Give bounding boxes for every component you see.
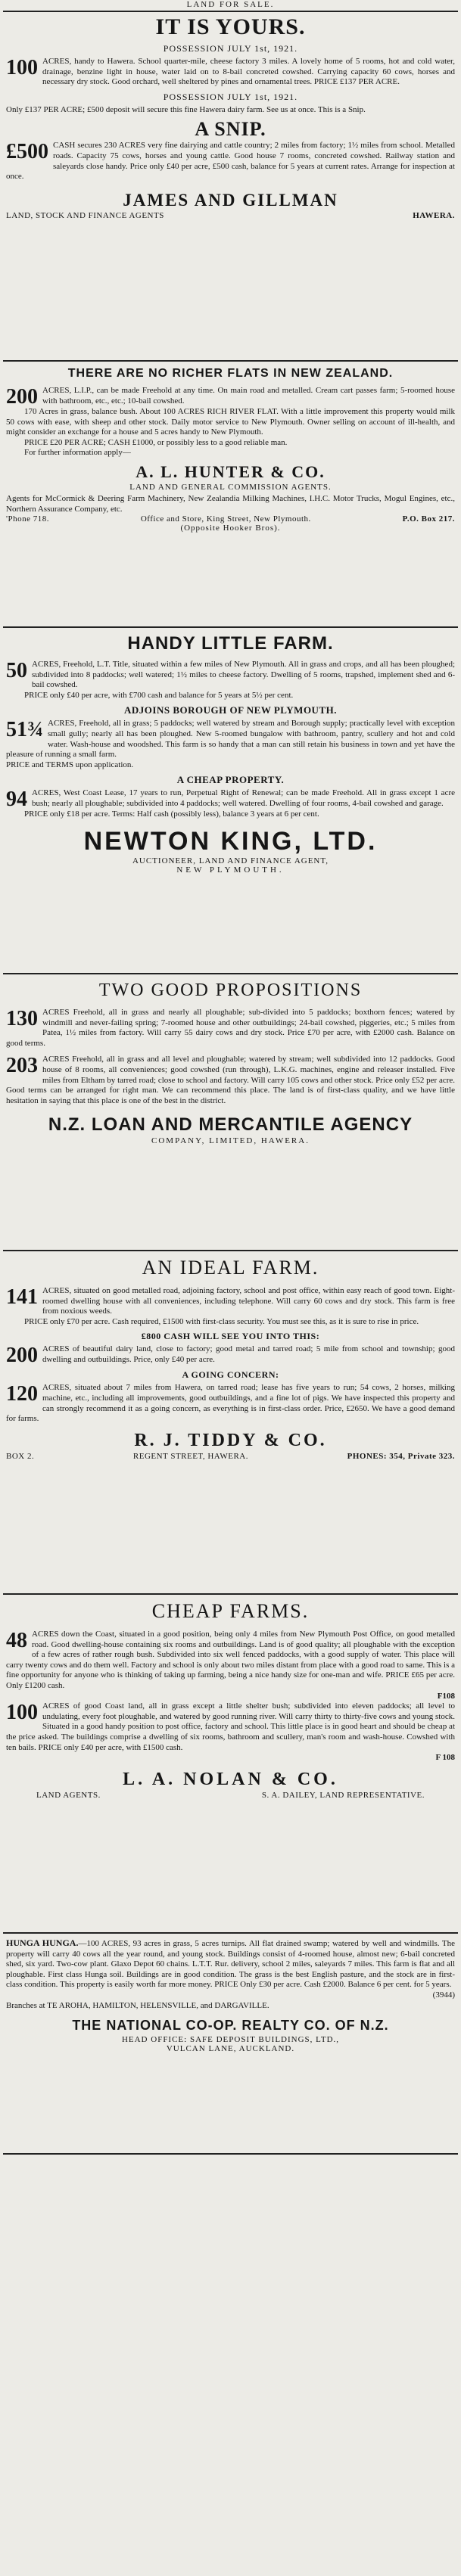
firm-name: THE NATIONAL CO-OP. REALTY CO. OF N.Z. bbox=[72, 2018, 389, 2034]
advert-l-a-nolan bbox=[6, 1599, 455, 1800]
section-label: LAND FOR SALE. bbox=[186, 0, 275, 9]
acreage: 200 bbox=[6, 1344, 38, 1368]
firm-footer bbox=[6, 211, 455, 220]
firm-name: N.Z. LOAN AND MERCANTILE AGENCY bbox=[48, 1114, 413, 1136]
description: ACRES down the Coast, situated in a good position, being only 4 miles from New Plymouth Post Office, on good metalled road. Good dwelling-house containing six rooms and outbuildings. Land is of good quality; all ploughable with the exception of a few acres of rather rough bush. Subdivided into six well fenced paddocks, with a good supply of water. This place will carry twenty cows and do them well. Factory and school is only about two miles distant from place with a good road to same. This is a fine opportunity for anyone who is thinking of taking up farming, being a nice handy size for one-man and wife. PRICE £65 per acre. Only £1200 cash. bbox=[6, 1630, 455, 1690]
description: ACRES, Freehold, L.T. Title, situated within a few miles of New Plymouth. All in grass and crops, and all has been ploughed; subdivided into 8 paddocks; well watered; 1½ miles to cheese factory. Dwelling of 5 rooms, trapshed, implement shed and 6-bail cowshed. bbox=[32, 660, 455, 690]
description: ACRES, situated about 7 miles from Hawera, on tarred road; lease has five years to run; 54 cows, 2 horses, milking machine, etc., including all improvements, good outbuildings, and a fine lot of pigs. We have inspected this property and can strongly recommend it as a going concern, as everything is in first-class order. Price, £2650. We have a good demand for farms. bbox=[6, 1383, 455, 1424]
advert-body bbox=[6, 788, 455, 812]
advert-body bbox=[6, 1055, 455, 1106]
firm-subtitle: LAND, STOCK AND FINANCE AGENTS bbox=[6, 210, 164, 220]
agency-list: Agents for McCormick & Deering Farm Machinery, New Zealandia Milking Machines, I.H.C. Motor Trucks, Mogul Engines, etc., Northern Assurance Company, etc. bbox=[6, 493, 455, 514]
advert-newton-king bbox=[6, 632, 455, 875]
divider bbox=[3, 2153, 458, 2155]
reference-code: F 108 bbox=[435, 1753, 455, 1763]
description: Only £137 PER ACRE; £500 deposit will secure this fine Hawera dairy farm. See us at once. This is a Snip. bbox=[6, 104, 366, 114]
price: PRICE only £18 per acre. Terms: Half cash (possibly less), balance 3 years at 6 per cent. bbox=[24, 809, 319, 819]
description: CASH secures 230 ACRES very fine dairying and cattle country; 2 miles from factory; 1½ miles from school. Metalled roads. Capacity 75 cows, horses and young cattle. Good house 7 rooms, concreted cowshed. Railway station and saleyards close handy. Price only £40 per acre, £500 cash, balance for 5 years at current rates. Arrange for inspection at once. bbox=[6, 141, 455, 182]
headline: THERE ARE NO RICHER FLATS IN NEW ZEALAND. bbox=[67, 367, 394, 380]
firm-footer bbox=[6, 1452, 455, 1461]
subheading: ADJOINS BOROUGH OF NEW PLYMOUTH. bbox=[124, 704, 337, 716]
firm-subtitle: COMPANY, LIMITED, HAWERA. bbox=[151, 1136, 310, 1146]
headline: AN IDEAL FARM. bbox=[142, 1257, 319, 1279]
locality: HUNGA HUNGA. bbox=[6, 1938, 79, 1948]
possession-date: POSSESSION JULY 1st, 1921. bbox=[163, 91, 298, 102]
firm-name: A. L. HUNTER & CO. bbox=[135, 461, 326, 481]
advert-a-l-hunter bbox=[6, 366, 455, 533]
advert-james-and-gillman bbox=[6, 15, 455, 220]
description: ACRES of beautiful dairy land, close to factory; good metal and tarred road; 5 mile from school and township; good dwelling and outbuildings. Price, only £40 per acre. bbox=[42, 1344, 455, 1364]
office-address: REGENT STREET, HAWERA. bbox=[132, 1451, 248, 1461]
description: ACRES, L.I.P., can be made Freehold at any time. On main road and metalled. Cream cart passes farm; 5-roomed house with bathroom, etc., etc.; 10-bail cowshed. bbox=[42, 386, 455, 406]
divider bbox=[3, 360, 458, 362]
advert-body bbox=[6, 1286, 455, 1317]
description: ACRES, situated on good metalled road, adjoining factory, school and post office, within easy reach of good town. Eight-roomed dwelling house with all conveniences, including telephone. Will carry 60 cows and dry stock. This farm is free from noxious weeds. bbox=[42, 1286, 455, 1316]
description: ACRES, handy to Hawera. School quarter-mile, cheese factory 3 miles. A lovely home of 5 rooms, hot and cold water, drainage, benzine light in house, water laid on to 8-bail concreted cowshed. Carrying capacity 60 cows, horses and necessary dry stock. Good orchard, well sheltered by pines and ornamental trees. PRICE £137 PER ACRE. bbox=[42, 57, 455, 87]
firm-name: NEWTON KING, LTD. bbox=[83, 826, 378, 856]
description: 170 Acres in grass, balance bush. About 100 ACRES RICH RIVER FLAT. With a little improvement this property would milk 50 cows with ease, with sheep and other stock. Daily motor service to New Plymouth. Owner selling on account of ill-health, and might consider an exchange for a house and 5 acres handy to New Plymouth. bbox=[6, 407, 455, 437]
reference-code: F108 bbox=[437, 1691, 455, 1701]
advert-r-j-tiddy bbox=[6, 1256, 455, 1461]
divider bbox=[3, 973, 458, 974]
phone-number: 'Phone 718. bbox=[6, 514, 49, 524]
firm-subtitle: LAND AND GENERAL COMMISSION AGENTS. bbox=[129, 482, 332, 492]
subheading: £800 CASH WILL SEE YOU INTO THIS: bbox=[141, 1331, 320, 1342]
acreage: 50 bbox=[6, 659, 27, 682]
divider bbox=[3, 1932, 458, 1934]
firm-subtitle: LAND AGENTS. bbox=[36, 1790, 101, 1800]
firm-name: JAMES AND GILLMAN bbox=[123, 190, 338, 210]
advert-body bbox=[6, 141, 455, 182]
divider bbox=[3, 11, 458, 12]
firm-subtitle: AUCTIONEER, LAND AND FINANCE AGENT, bbox=[132, 856, 329, 865]
headline: HANDY LITTLE FARM. bbox=[127, 633, 334, 654]
head-office: HEAD OFFICE: SAFE DEPOSIT BUILDINGS, LTD., bbox=[121, 2035, 340, 2045]
po-box: BOX 2. bbox=[6, 1451, 35, 1461]
headline: IT IS YOURS. bbox=[155, 15, 306, 39]
advert-national-co-op-realty bbox=[6, 1938, 455, 2053]
headline: TWO GOOD PROPOSITIONS bbox=[98, 980, 363, 1000]
firm-footer bbox=[6, 1791, 455, 1800]
acreage: 203 bbox=[6, 1054, 38, 1078]
advert-body bbox=[6, 719, 455, 760]
firm-location: NEW PLYMOUTH. bbox=[176, 865, 285, 875]
po-box: P.O. Box 217. bbox=[402, 514, 455, 524]
phone-number: PHONES: 354, Private 323. bbox=[347, 1451, 455, 1461]
divider bbox=[3, 626, 458, 628]
price: PRICE only £70 per acre. Cash required, £1500 with first-class security. You must see this, as it is sure to rise in price. bbox=[24, 1316, 419, 1326]
advert-body bbox=[6, 1701, 455, 1753]
advert-nz-loan-mercantile bbox=[6, 979, 455, 1145]
contact-note: For further information apply— bbox=[24, 448, 131, 458]
advert-body bbox=[6, 1938, 455, 1990]
price: PRICE £20 PER ACRE; CASH £1000, or possibly less to a good reliable man. bbox=[24, 437, 288, 447]
description: ACRES, West Coast Lease, 17 years to run, Perpetual Right of Renewal; can be made Freehold. All in grass except 1 acre bush; nearly all ploughable; subdivided into 4 paddocks; well watered. Dwelling of four rooms, 4-bail cowshed and garage. bbox=[32, 788, 455, 808]
acreage: 51¾ bbox=[6, 718, 43, 742]
branches: Branches at TE AROHA, HAMILTON, HELENSVILLE, and DARGAVILLE. bbox=[6, 2000, 269, 2010]
acreage: 120 bbox=[6, 1382, 38, 1406]
acreage: 100 bbox=[6, 56, 38, 79]
advert-body bbox=[6, 57, 455, 88]
advert-body bbox=[6, 1344, 455, 1368]
firm-name: R. J. TIDDY & CO. bbox=[134, 1430, 327, 1450]
advert-body bbox=[6, 1008, 455, 1049]
price: PRICE and TERMS upon application. bbox=[6, 760, 134, 769]
advert-body bbox=[6, 660, 455, 691]
price: PRICE only £40 per acre, with £700 cash and balance for 5 years at 5½ per cent. bbox=[24, 690, 294, 700]
office-address: Office and Store, King Street, New Plymouth. bbox=[140, 514, 311, 524]
acreage: 200 bbox=[6, 385, 38, 409]
description: ACRES of good Coast land, all in grass except a little shelter bush; subdivided into eleven paddocks; all level to undulating, every foot ploughable, and watered by good running river. Will carry thirty to thirty-five cows and young stock. Situated in a good handy position to post office, factory and school. This little place is in good heart and should be cheap at the price asked. The buildings comprise a dwelling of six rooms, bathroom and scullery, man's room and wash-house. Cowshed with ten bails. PRICE only £40 per acre, with £1500 cash. bbox=[6, 1701, 455, 1752]
advert-body bbox=[6, 385, 455, 409]
possession-date: POSSESSION JULY 1st, 1921. bbox=[163, 43, 298, 54]
description: ACRES Freehold, all in grass and all level and ploughable; watered by stream; well subdivided into 12 paddocks. Good house of 8 rooms, all conveniences; good cowshed (run through), L.K.G. machines, engine and releaser installed. Five miles from Eltham by tarred road; close to school and factory. Will carry 105 cows and other stock. Price only £52 per acre. Good terms can be arranged for right man. We can recommend this place. The land is of first-class quality, and we have little hesitation in saying that this place is one of the best in the district. bbox=[6, 1055, 455, 1105]
subheading: A CHEAP PROPERTY. bbox=[176, 774, 285, 786]
headline: A SNIP. bbox=[195, 118, 266, 141]
acreage: 130 bbox=[6, 1007, 38, 1030]
subheading: A GOING CONCERN: bbox=[182, 1369, 279, 1381]
acreage: 141 bbox=[6, 1285, 38, 1309]
reference-code: (3944) bbox=[432, 1990, 455, 2000]
headline: CHEAP FARMS. bbox=[151, 1600, 310, 1622]
firm-footer bbox=[6, 514, 455, 524]
office-address: VULCAN LANE, AUCKLAND. bbox=[166, 2044, 295, 2054]
acreage: 48 bbox=[6, 1629, 27, 1652]
description: —100 ACRES, 93 acres in grass, 5 acres turnips. All flat drained swamp; watered by well and windmills. The property will carry 40 cows all the year round, and young stock. Buildings consist of 4-roomed house, almost new; 6-bail concreted shed, six yard. Two-cow plant. Glaxo Depot 60 chains. L.T.T. Rur. delivery, school 2 miles, saleyards 7 miles. This farm is flat and all ploughable. First class Hunga soil. Buildings are in good condition. The grass is the best English pasture, and the stock are in first-class condition. This property is easily worth far more money. PRICE Only £30 per acre. Cash £2000. Balance 6 per cent. for 5 years. bbox=[6, 1939, 455, 1990]
advert-body bbox=[6, 1630, 455, 1692]
description: ACRES, Freehold, all in grass; 5 paddocks; well watered by stream and Borough supply; practically level with exception small gully; nearly all has been ploughed. New 5-roomed bungalow with bathroom, pantry, scullery and hot and cold water. Wash-house and woodshed. This farm is so handy that a man can still retain his business in town and yet have the pleasure of running a small farm. bbox=[6, 719, 455, 760]
divider bbox=[3, 1593, 458, 1595]
description: ACRES Freehold, all in grass and nearly all ploughable; sub-divided into 5 paddocks; boxthorn fences; watered by windmill and never-failing spring; 7-roomed house and other outbuildings; 24-bail cowshed, piggeries, etc.; 5 miles from Patea, 1½ miles from factory. Will carry 55 dairy cows and dry stock. Price £70 per acre, with £2000 cash. Balance on good terms. bbox=[6, 1008, 455, 1048]
divider bbox=[3, 1250, 458, 1251]
location-note: (Opposite Hooker Bros). bbox=[180, 524, 281, 533]
acreage: 100 bbox=[6, 1701, 38, 1725]
firm-name: L. A. NOLAN & CO. bbox=[123, 1769, 338, 1789]
advert-body bbox=[6, 1383, 455, 1424]
cash-amount: £500 bbox=[6, 140, 48, 164]
firm-location: HAWERA. bbox=[413, 210, 455, 220]
representative: S. A. DAILEY, LAND REPRESENTATIVE. bbox=[261, 1790, 425, 1800]
acreage: 94 bbox=[6, 788, 27, 812]
